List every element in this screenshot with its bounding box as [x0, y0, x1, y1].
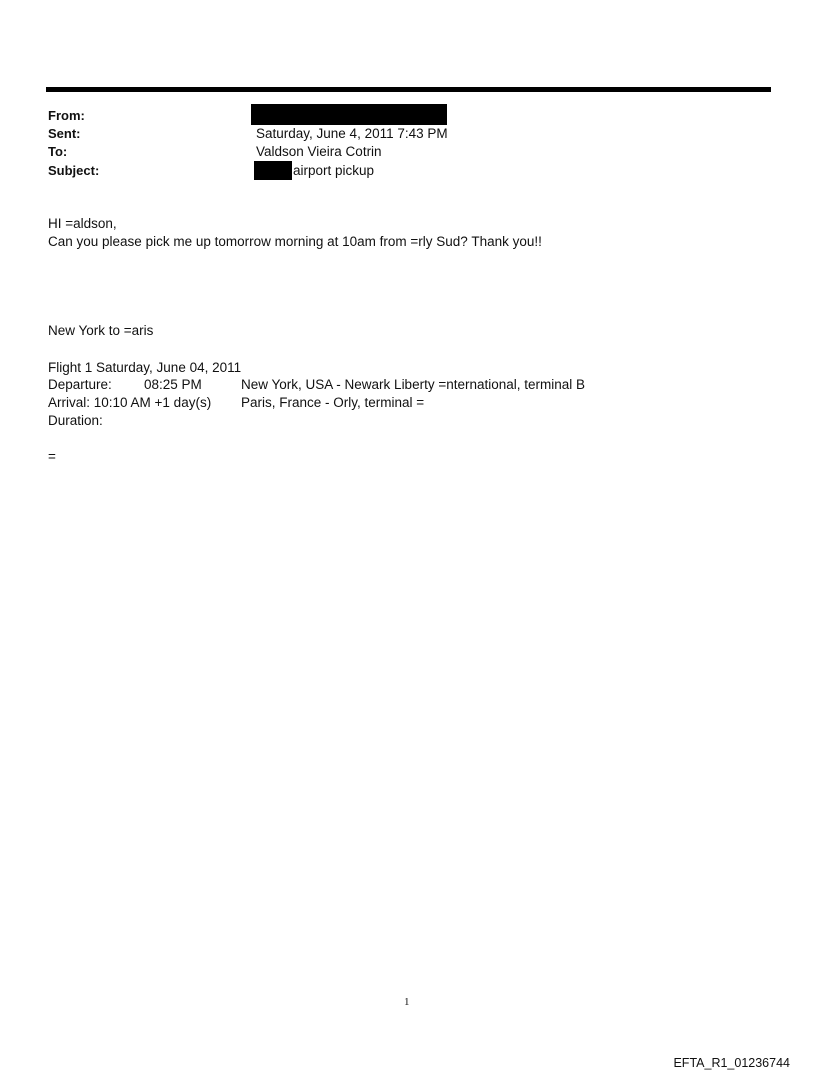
arrival-label: Arrival: 10:10 AM +1 day(s) — [48, 395, 212, 410]
redacted-sender — [251, 104, 447, 125]
request-text: Can you please pick me up tomorrow morning at 10am from =rly Sud? Thank you!! — [48, 234, 542, 249]
departure-place: New York, USA - Newark Liberty =nternational, terminal B — [241, 377, 586, 392]
departure-label: Departure: — [48, 377, 112, 392]
page-number: 1 — [404, 996, 410, 1008]
arrival-place: Paris, France - Orly, terminal = — [241, 395, 425, 410]
to-label: To: — [48, 144, 68, 159]
from-label: From: — [48, 108, 85, 123]
subject-label: Subject: — [48, 163, 100, 178]
trailing-symbol: = — [48, 449, 56, 464]
departure-time: 08:25 PM — [144, 377, 202, 392]
greeting: HI =aldson, — [48, 216, 117, 231]
redacted-subject-prefix — [254, 161, 292, 180]
sent-label: Sent: — [48, 126, 81, 141]
subject-value: airport pickup — [293, 163, 375, 178]
route-text: New York to =aris — [48, 323, 154, 338]
to-value: Valdson Vieira Cotrin — [256, 144, 382, 159]
header-rule — [46, 87, 771, 92]
duration-label: Duration: — [48, 413, 103, 428]
bates-number: EFTA_R1_01236744 — [673, 1056, 790, 1070]
flight-line: Flight 1 Saturday, June 04, 2011 — [48, 360, 242, 375]
sent-value: Saturday, June 4, 2011 7:43 PM — [256, 126, 448, 141]
